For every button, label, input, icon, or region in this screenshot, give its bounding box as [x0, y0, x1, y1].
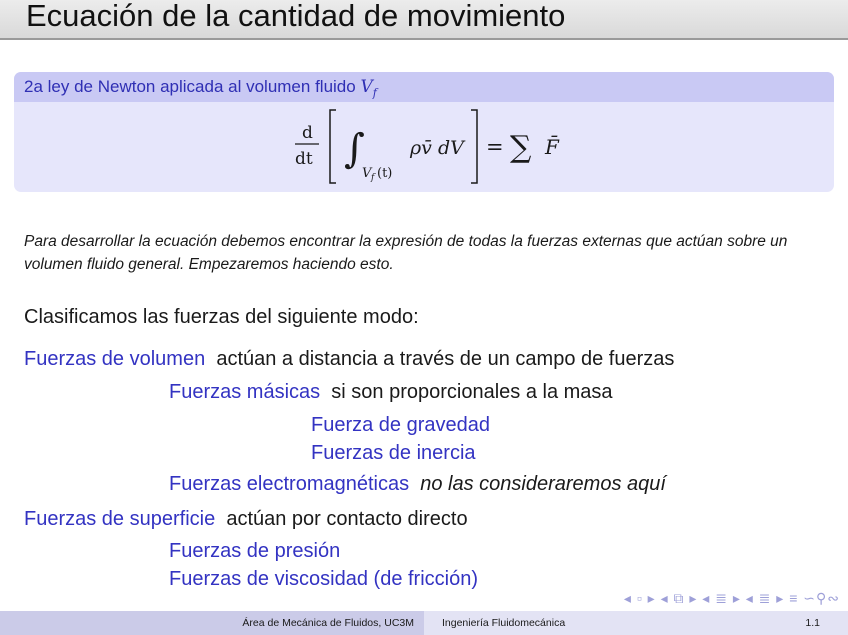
eq-sum: ∑	[510, 130, 532, 165]
block-title-math-sub: f	[372, 86, 377, 100]
footer-institution: Área de Mecánica de Fluidos, UC3M	[0, 611, 424, 635]
slide-header	[0, 0, 848, 40]
intro-paragraph: Para desarrollar la ecuación debemos encontrar la expresión de todas la fuerzas externas que actúan sobre un volumen fluido general. Empezaremos haciendo esto.	[24, 233, 788, 273]
item-fuerzas-electromagneticas	[169, 473, 666, 496]
classification-heading: Clasificamos las fuerzas del siguiente modo:	[24, 306, 419, 328]
beamer-navigation-icons[interactable]: ◂ ▫ ▸ ◂ ⧉ ▸ ◂ ≣ ▸ ◂ ≣ ▸ ≡ ∽⚲∾	[623, 590, 840, 606]
item-fuerzas-volumen	[24, 348, 674, 371]
eq-integrand: ρv̄ dV	[410, 137, 464, 159]
eq-equals: =	[486, 135, 504, 159]
eq-d-bottom: dt	[295, 149, 313, 169]
eq-d-top: d	[302, 123, 313, 143]
eq-integral-domain-sub: f	[371, 173, 375, 183]
item-desc-electro: no las consideraremos aquí	[420, 473, 666, 495]
block-title-text: 2a ley de Newton aplicada al volumen fluido	[24, 77, 361, 96]
block-title-math: V	[360, 77, 373, 97]
slide-title: Ecuación de la cantidad de movimiento	[26, 0, 566, 33]
item-fuerzas-superficie	[24, 508, 468, 531]
momentum-equation	[14, 102, 834, 192]
item-fuerzas-masicas	[169, 381, 613, 404]
slide-footer	[0, 611, 848, 635]
eq-integral-domain: V	[362, 166, 372, 181]
eq-force: F̄	[545, 135, 559, 159]
item-desc-masicas: si son proporcionales a la masa	[331, 381, 613, 403]
item-label-masicas: Fuerzas másicas	[169, 381, 321, 403]
eq-integral-domain-arg: (t)	[377, 166, 393, 181]
item-fuerzas-presion: Fuerzas de presión	[169, 540, 341, 562]
item-label-volumen: Fuerzas de volumen	[24, 348, 206, 370]
footer-page-number: 1.1	[758, 611, 848, 635]
eq-right-bracket	[471, 110, 477, 183]
item-desc-volumen: actúan a distancia a través de un campo de fuerzas	[216, 348, 675, 370]
item-desc-superficie: actúan por contacto directo	[226, 508, 468, 530]
item-fuerzas-viscosidad: Fuerzas de viscosidad (de fricción)	[169, 568, 479, 590]
item-fuerza-gravedad: Fuerza de gravedad	[311, 414, 491, 436]
block-title	[14, 72, 834, 102]
footer-course: Ingeniería Fluidomecánica	[424, 611, 758, 635]
item-label-electro: Fuerzas electromagnéticas	[169, 473, 410, 495]
theorem-block	[14, 72, 834, 192]
item-fuerzas-inercia: Fuerzas de inercia	[311, 442, 476, 464]
item-label-superficie: Fuerzas de superficie	[24, 508, 216, 530]
eq-left-bracket	[330, 110, 336, 183]
eq-integral-sign: ∫	[344, 126, 365, 172]
